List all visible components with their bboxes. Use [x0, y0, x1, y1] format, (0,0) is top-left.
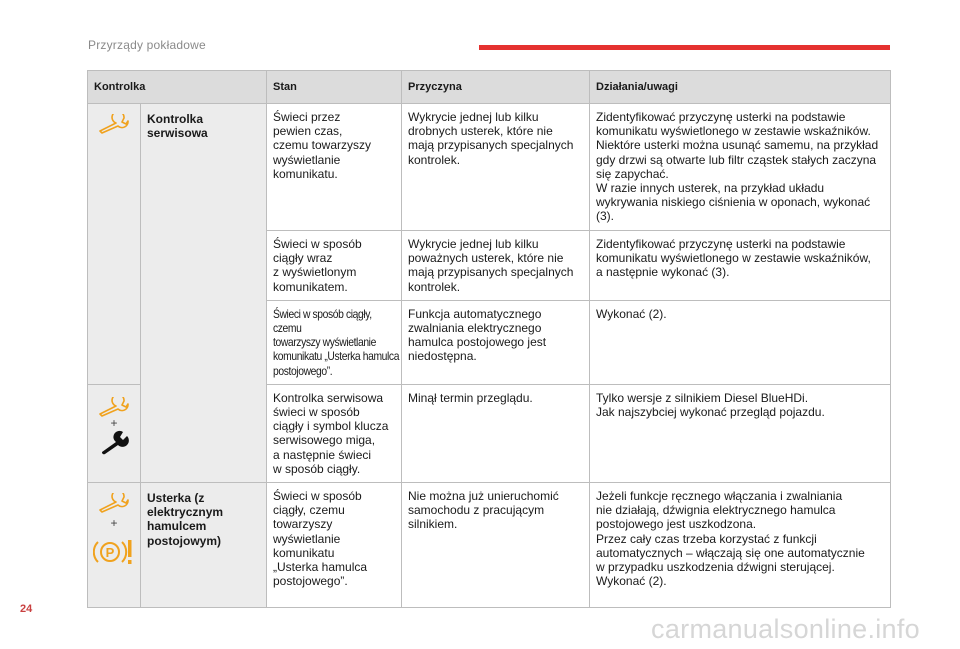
table-header-row — [88, 71, 891, 104]
state-cell: Świeci w sposób ciągły, czemu towarzyszy wyświetlanie komunikatu „Usterka hamulca postojowego”. — [267, 483, 402, 608]
cause-cell: Funkcja automatycznego zwalniania elektrycznego hamulca postojowego jest niedostępna. — [402, 300, 590, 384]
light-name-usterka: Usterka (z elektrycznym hamulcem postojowym) — [141, 483, 267, 608]
state-cell: Świeci przez pewien czas, czemu towarzyszy wyświetlanie komunikatu. — [267, 104, 402, 231]
wrench-outline-icon — [88, 114, 140, 134]
column-header-kontrolka: Kontrolka — [88, 71, 267, 104]
section-title: Przyrządy pokładowe — [88, 38, 206, 52]
wrench-outline-icon — [88, 493, 140, 513]
action-cell: Tylko wersje z silnikiem Diesel BlueHDi. Jak najszybciej wykonać przegląd pojazdu. — [590, 384, 891, 482]
column-header-dzialania: Działania/uwagi — [590, 71, 891, 104]
plus-sign: + — [110, 516, 118, 531]
page-number: 24 — [20, 603, 33, 615]
cause-cell: Minął termin przeglądu. — [402, 384, 590, 482]
column-header-stan: Stan — [267, 71, 402, 104]
state-cell — [267, 300, 402, 384]
svg-text:P: P — [105, 545, 115, 561]
wrench-solid-icon — [88, 429, 140, 455]
wrench-outline-icon — [88, 397, 140, 417]
icon-cell — [88, 104, 141, 385]
column-header-przyczyna: Przyczyna — [402, 71, 590, 104]
action-cell: Jeżeli funkcje ręcznego włączania i zwalniania nie działają, dźwignia elektrycznego hamulca postojowego jest uszkodzona. Przez cały czas trzeba korzystać z funkcji automatycznych – włączają się one automatycznie w przypadku uszkodzenia dźwigni sterującej. Wykonać (2). — [590, 483, 891, 608]
watermark: carmanualsonline.info — [651, 614, 920, 644]
warning-lights-table — [87, 70, 891, 608]
cause-cell: Wykrycie jednej lub kilku drobnych usterek, które nie mają przypisanych specjalnych kontrolek. — [402, 104, 590, 231]
state-cell-text: Świeci w sposób ciągły, czemu towarzyszy wyświetlanie komunikatu „Usterka hamulca postojowego”. — [273, 306, 400, 378]
action-cell: Zidentyfikować przyczynę usterki na podstawie komunikatu wyświetlonego w zestawie wskaźników, a następnie wykonać (3). — [590, 231, 891, 301]
table-row — [88, 483, 891, 608]
action-cell: Zidentyfikować przyczynę usterki na podstawie komunikatu wyświetlonego w zestawie wskaźników. Niektóre usterki można usunąć samemu, na przykład gdy drzwi są otwarte lub filtr cząstek stałych zaczyna się zapychać. W razie innych usterek, na przykład układu wykrywania niskiego ciśnienia w oponach, wykonać (3). — [590, 104, 891, 231]
plus-sign: + — [110, 415, 118, 430]
icon-cell — [88, 483, 141, 608]
cause-cell: Nie można już unieruchomić samochodu z pracującym silnikiem. — [402, 483, 590, 608]
action-cell: Wykonać (2). — [590, 300, 891, 384]
cause-cell: Wykrycie jednej lub kilku poważnych usterek, które nie mają przypisanych specjalnych kontrolek. — [402, 231, 590, 301]
table-row — [88, 104, 891, 231]
light-name-serwisowa: Kontrolka serwisowa — [141, 104, 267, 483]
parking-brake-warning-icon — [88, 537, 140, 567]
header-accent-bar — [479, 45, 890, 50]
icon-cell — [88, 384, 141, 482]
state-cell: Świeci w sposób ciągły wraz z wyświetlonym komunikatem. — [267, 231, 402, 301]
state-cell: Kontrolka serwisowa świeci w sposób ciągły i symbol klucza serwisowego miga, a następnie świeci w sposób ciągły. — [267, 384, 402, 482]
